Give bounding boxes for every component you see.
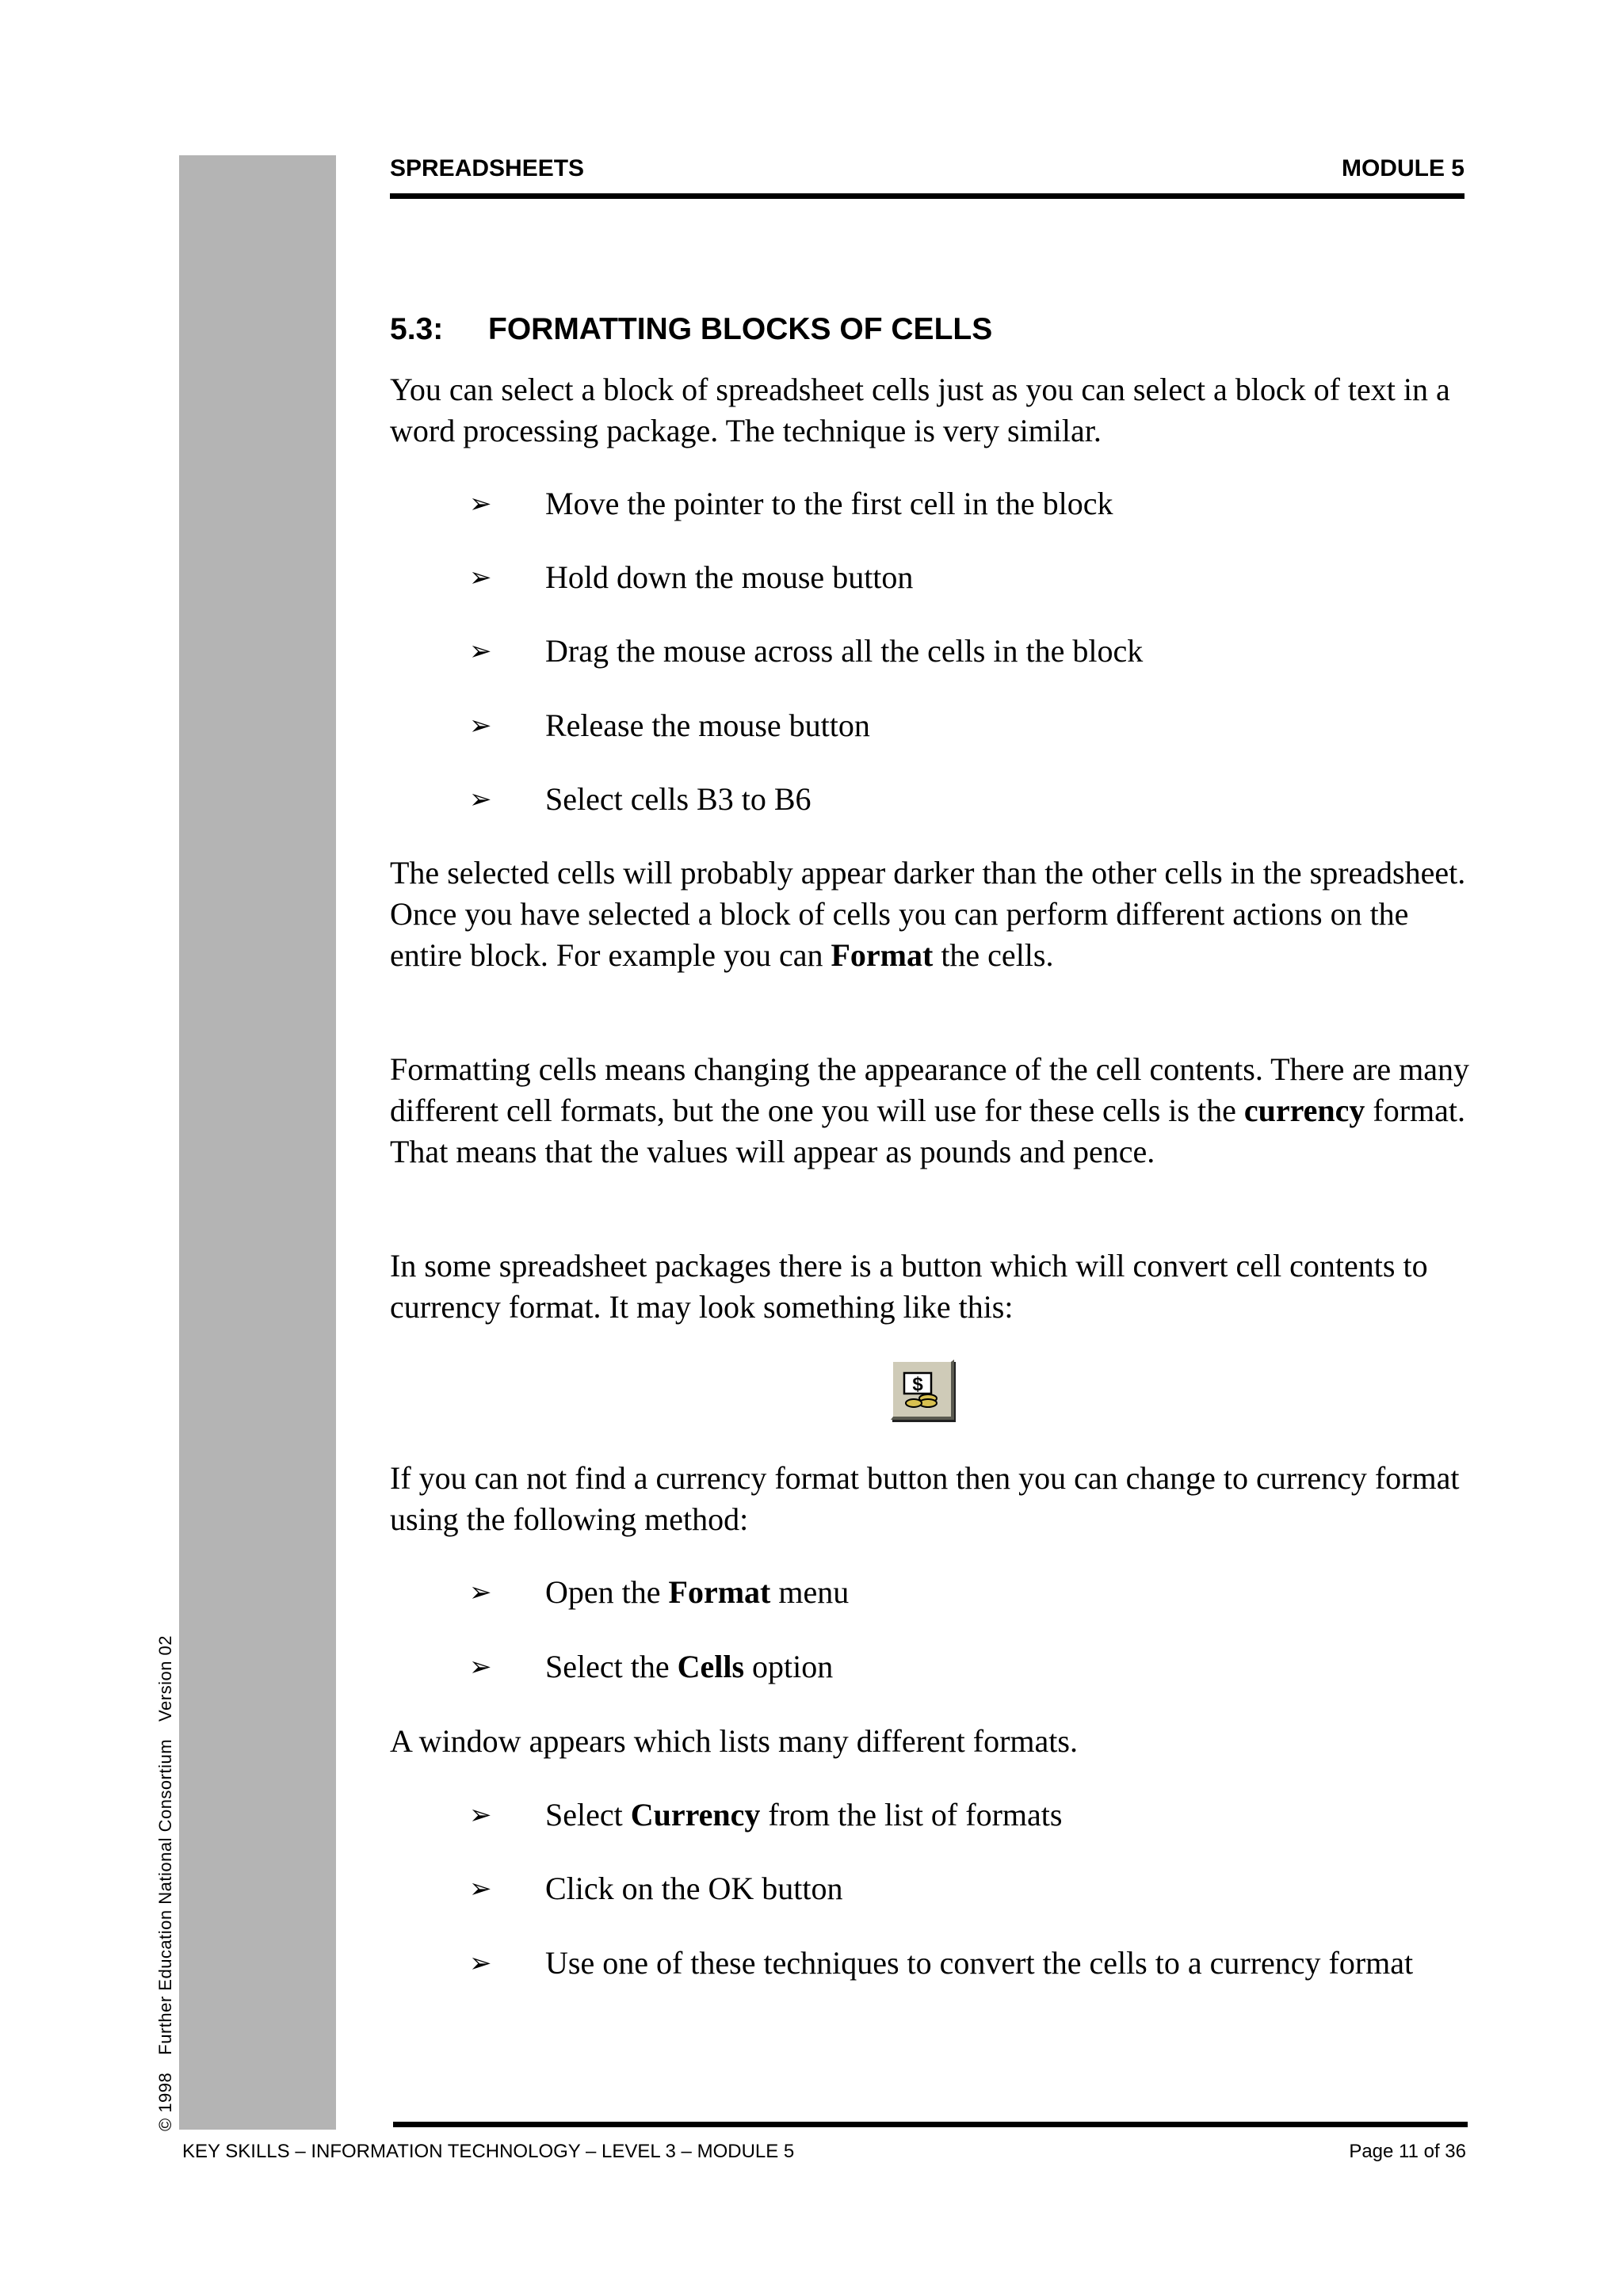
copyright-year: © 1998 [155, 2072, 175, 2131]
arrow-bullet-icon: ➢ [469, 562, 492, 593]
list-item-text: Move the pointer to the first cell in the block [545, 486, 1113, 521]
copyright-version: Version 02 [155, 1634, 175, 1722]
item-text: Select [545, 1797, 631, 1833]
bold-term: Format [668, 1574, 771, 1610]
footer-course: KEY SKILLS – INFORMATION TECHNOLOGY – LEVEL 3 – MODULE 5 [182, 2141, 795, 2162]
header-rule [390, 193, 1465, 199]
section-title: FORMATTING BLOCKS OF CELLS [488, 312, 993, 346]
list-item-text: Click on the OK button [545, 1871, 843, 1906]
header-title: SPREADSHEETS [390, 155, 585, 181]
page-footer [182, 2141, 1466, 2163]
arrow-bullet-icon: ➢ [469, 1799, 492, 1831]
item-text: Select the [545, 1649, 678, 1684]
page-number: Page 11 of 36 [1349, 2141, 1466, 2162]
paragraph-text: format. That means that the values will appear as pounds and pence. [390, 1093, 1466, 1169]
list-item-text [545, 1646, 1472, 1688]
list-item-text: Release the mouse button [545, 707, 870, 743]
arrow-bullet-icon: ➢ [469, 1651, 492, 1683]
page-header [390, 155, 1465, 182]
item-text: from the list of formats [760, 1797, 1063, 1833]
intro-paragraph: You can select a block of spreadsheet cells just as you can select a block of text in a word processing package. The technique is very similar. [390, 372, 1450, 448]
method-paragraph: If you can not find a currency format button then you can change to currency format using the following method: [390, 1460, 1460, 1537]
bold-term: Format [831, 937, 934, 973]
header-module: MODULE 5 [1341, 155, 1465, 181]
arrow-bullet-icon: ➢ [469, 784, 492, 815]
paragraph-text: The selected cells will probably appear darker than the other cells in the spreadsheet. Once you have selected a block of cells you can perform different actions on the entire block. For example you can [390, 855, 1466, 973]
item-text: Open the [545, 1574, 669, 1610]
paragraph-text: Formatting cells means changing the appearance of the cell contents. There are many different cell formats, but the one you will use for these cells is the [390, 1051, 1470, 1128]
arrow-bullet-icon: ➢ [469, 488, 492, 520]
currency-format-button[interactable] [891, 1360, 954, 1420]
currency-coins-icon [901, 1370, 944, 1409]
copyright-vertical [155, 1618, 176, 2131]
section-number: 5.3: [390, 312, 444, 346]
arrow-bullet-icon: ➢ [469, 1873, 492, 1905]
list-item-text [545, 1572, 1472, 1613]
button-paragraph: In some spreadsheet packages there is a button which will convert cell contents to currency format. It may look something like this: [390, 1248, 1428, 1325]
arrow-bullet-icon: ➢ [469, 1577, 492, 1608]
formatting-paragraph [390, 1049, 1476, 1173]
list-item-text: Use one of these techniques to convert the cells to a currency format [545, 1945, 1414, 1981]
paragraph-text: the cells. [933, 937, 1054, 973]
svg-text:$: $ [912, 1374, 923, 1395]
bold-term: Currency [630, 1797, 761, 1833]
sidebar-band [179, 155, 336, 2130]
item-text: option [744, 1649, 834, 1684]
list-item-text: Drag the mouse across all the cells in the block [545, 633, 1144, 669]
list-item-text [545, 1794, 1472, 1836]
footer-rule [393, 2122, 1468, 2127]
section-heading [390, 312, 992, 347]
list-item-text: Hold down the mouse button [545, 559, 914, 595]
arrow-bullet-icon: ➢ [469, 635, 492, 667]
copyright-org: Further Education National Consortium [155, 1738, 175, 2055]
selection-paragraph [390, 852, 1476, 976]
window-paragraph: A window appears which lists many different formats. [390, 1723, 1078, 1759]
arrow-bullet-icon: ➢ [469, 710, 492, 742]
arrow-bullet-icon: ➢ [469, 1947, 492, 1979]
bold-term: Cells [677, 1649, 745, 1684]
bold-term: currency [1243, 1093, 1365, 1128]
list-item-text: Select cells B3 to B6 [545, 781, 812, 817]
item-text: menu [770, 1574, 850, 1610]
